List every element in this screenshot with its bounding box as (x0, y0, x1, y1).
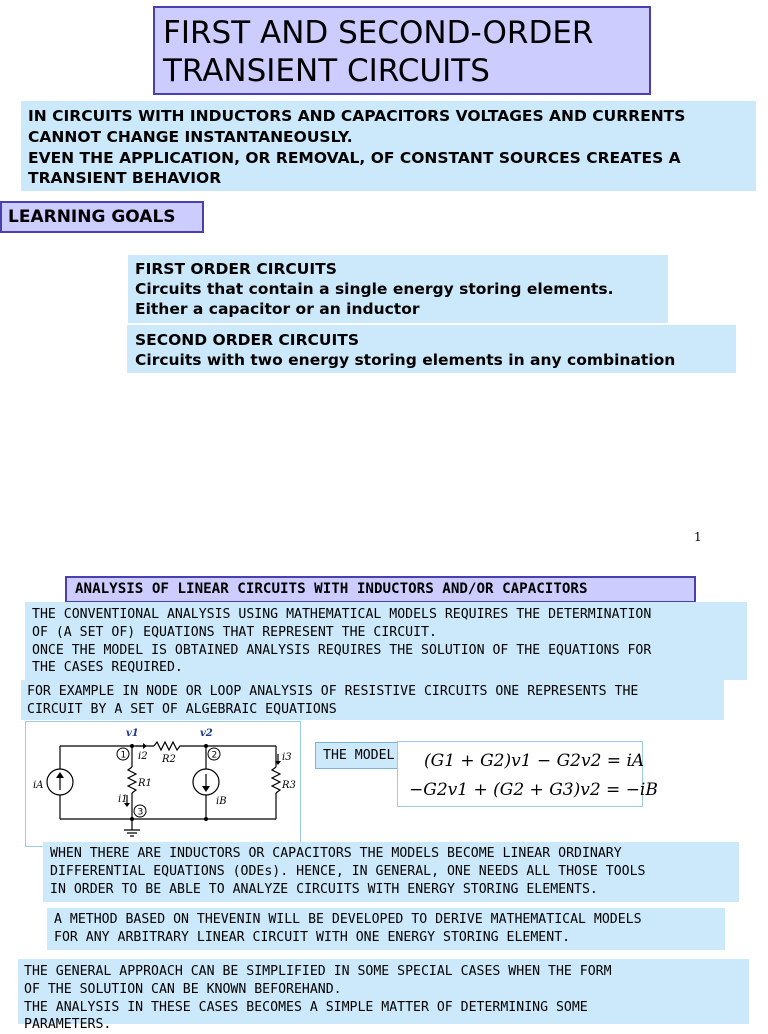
odes-line: DIFFERENTIAL EQUATIONS (ODEs). HENCE, IN GENERAL, ONE NEEDS ALL THOSE TOOLS (50, 863, 646, 879)
node-1: 1 (120, 750, 127, 761)
intro-line: CANNOT CHANGE INSTANTANEOUSLY. (28, 127, 353, 146)
slide-title (153, 6, 651, 95)
conventional-line: ONCE THE MODEL IS OBTAINED ANALYSIS REQUIRES THE SOLUTION OF THE EQUATIONS FOR (32, 642, 652, 658)
learning-goals-heading: LEARNING GOALS (0, 201, 204, 233)
general-line: THE ANALYSIS IN THESE CASES BECOMES A SIMPLE MATTER OF DETERMINING SOME (24, 999, 588, 1015)
label-r1: R1 (138, 778, 152, 789)
intro-line: EVEN THE APPLICATION, OR REMOVAL, OF CONSTANT SOURCES CREATES A (28, 148, 681, 167)
label-i3: i3 (282, 752, 292, 763)
intro-line: IN CIRCUITS WITH INDUCTORS AND CAPACITORS VOLTAGES AND CURRENTS (28, 107, 686, 125)
intro-line: TRANSIENT BEHAVIOR (28, 169, 222, 188)
first-order-line: Either a capacitor or an inductor (135, 300, 420, 318)
second-order-box (127, 325, 736, 373)
general-approach-box (18, 959, 749, 1033)
first-order-box (128, 255, 668, 323)
equation-1: (G1 + G2)v1 − G2v2 = iA (424, 751, 645, 771)
label-r3: R3 (282, 780, 296, 791)
intro-box (21, 101, 756, 191)
conventional-line: OF (A SET OF) EQUATIONS THAT REPRESENT THE CIRCUIT. (32, 624, 437, 640)
node-2: 2 (211, 750, 218, 761)
label-v2: v2 (200, 728, 213, 739)
thevenin-line: A METHOD BASED ON THEVENIN WILL BE DEVELOPED TO DERIVE MATHEMATICAL MODELS (54, 912, 642, 927)
general-line: THE GENERAL APPROACH CAN BE SIMPLIFIED IN SOME SPECIAL CASES WHEN THE FORM (24, 964, 612, 979)
page-number: 1 (694, 530, 702, 544)
general-line: PARAMETERS. (24, 1017, 112, 1033)
node-3: 3 (137, 807, 144, 818)
example-box (21, 680, 724, 720)
general-line: OF THE SOLUTION CAN BE KNOWN BEFOREHAND. (24, 981, 342, 997)
thevenin-box (47, 908, 725, 950)
circuit-diagram (25, 721, 301, 847)
conventional-line: THE CONVENTIONAL ANALYSIS USING MATHEMATICAL MODELS REQUIRES THE DETERMINATION (32, 607, 652, 622)
model-equations (397, 741, 658, 807)
label-ib: iB (216, 796, 227, 807)
label-i2: i2 (138, 751, 148, 762)
title-line-1: FIRST AND SECOND-ORDER (163, 15, 594, 51)
thevenin-line: FOR ANY ARBITRARY LINEAR CIRCUIT WITH ONE ENERGY STORING ELEMENT. (54, 929, 571, 945)
first-order-heading: FIRST ORDER CIRCUITS (135, 260, 337, 278)
odes-line: IN ORDER TO BE ABLE TO ANALYZE CIRCUITS WITH ENERGY STORING ELEMENTS. (50, 881, 598, 897)
second-order-line: Circuits with two energy storing elements in any combination (135, 351, 676, 369)
model-label: THE MODEL (315, 742, 408, 769)
second-order-heading: SECOND ORDER CIRCUITS (135, 331, 359, 349)
label-v1: v1 (126, 728, 139, 739)
example-line: FOR EXAMPLE IN NODE OR LOOP ANALYSIS OF RESISTIVE CIRCUITS ONE REPRESENTS THE (27, 684, 639, 699)
odes-box (43, 842, 739, 902)
equation-2: −G2v1 + (G2 + G3)v2 = −iB (409, 780, 658, 800)
label-i1: i1 (118, 794, 128, 805)
conventional-line: THE CASES REQUIRED. (32, 660, 183, 676)
first-order-line: Circuits that contain a single energy storing elements. (135, 280, 614, 298)
label-ia: iA (33, 780, 44, 791)
conventional-analysis-box (25, 602, 747, 680)
odes-line: WHEN THERE ARE INDUCTORS OR CAPACITORS THE MODELS BECOME LINEAR ORDINARY (50, 846, 622, 861)
label-r2: R2 (162, 754, 176, 765)
title-line-2: TRANSIENT CIRCUITS (163, 53, 490, 89)
analysis-heading: ANALYSIS OF LINEAR CIRCUITS WITH INDUCTORS AND/OR CAPACITORS (65, 576, 696, 603)
example-line: CIRCUIT BY A SET OF ALGEBRAIC EQUATIONS (27, 701, 337, 717)
